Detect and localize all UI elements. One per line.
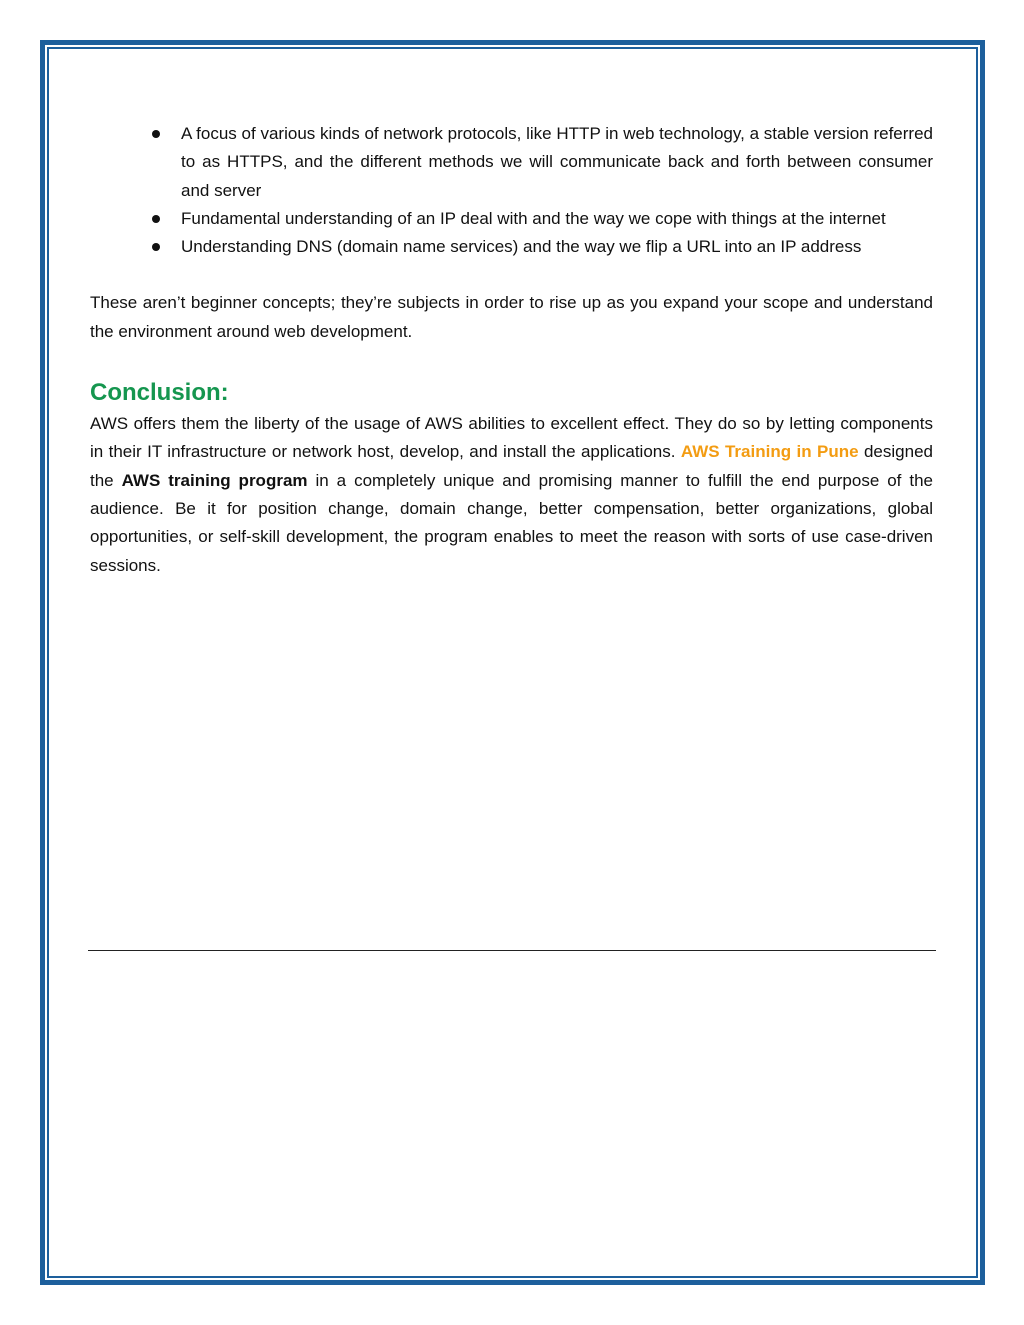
list-item bbox=[90, 233, 933, 261]
document-body bbox=[90, 120, 933, 580]
list-item-text: Fundamental understanding of an IP deal with and the way we cope with things at the internet bbox=[181, 208, 886, 228]
list-item-text: A focus of various kinds of network protocols, like HTTP in web technology, a stable version referred to as HTTPS, and the different methods we will communicate back and forth between consumer and server bbox=[181, 124, 933, 200]
list-item-text: Understanding DNS (domain name services) and the way we flip a URL into an IP address bbox=[181, 237, 862, 257]
aws-training-link[interactable]: AWS Training in Pune bbox=[680, 442, 859, 462]
conclusion-paragraph bbox=[90, 410, 933, 580]
conclusion-heading: Conclusion: bbox=[90, 379, 229, 407]
aws-program-bold: AWS training program bbox=[121, 470, 308, 490]
conclusion-text-1: AWS offers them the liberty of the usage of AWS abilities to excellent effect. They do so by letting components in their IT infrastructure or network host, develop, and install the applications. bbox=[90, 414, 933, 462]
bullet-icon bbox=[152, 243, 160, 251]
bullet-icon bbox=[152, 215, 160, 223]
bullet-list bbox=[90, 120, 933, 261]
footer-divider bbox=[88, 950, 936, 951]
list-item bbox=[90, 120, 933, 205]
conclusion-text-2: designed the bbox=[90, 442, 933, 490]
conclusion-text-3: in a completely unique and promising manner to fulfill the end purpose of the audience. Be it for position change, domain change, better compensation, better organizations, global opportunities, or self-skill development, the program enables to meet the reason with sorts of use case-driven sessions. bbox=[90, 470, 933, 575]
list-item bbox=[90, 205, 933, 233]
intro-paragraph: These aren’t beginner concepts; they’re subjects in order to rise up as you expand your scope and understand the environment around web development. bbox=[90, 293, 933, 341]
bullet-icon bbox=[152, 130, 160, 138]
